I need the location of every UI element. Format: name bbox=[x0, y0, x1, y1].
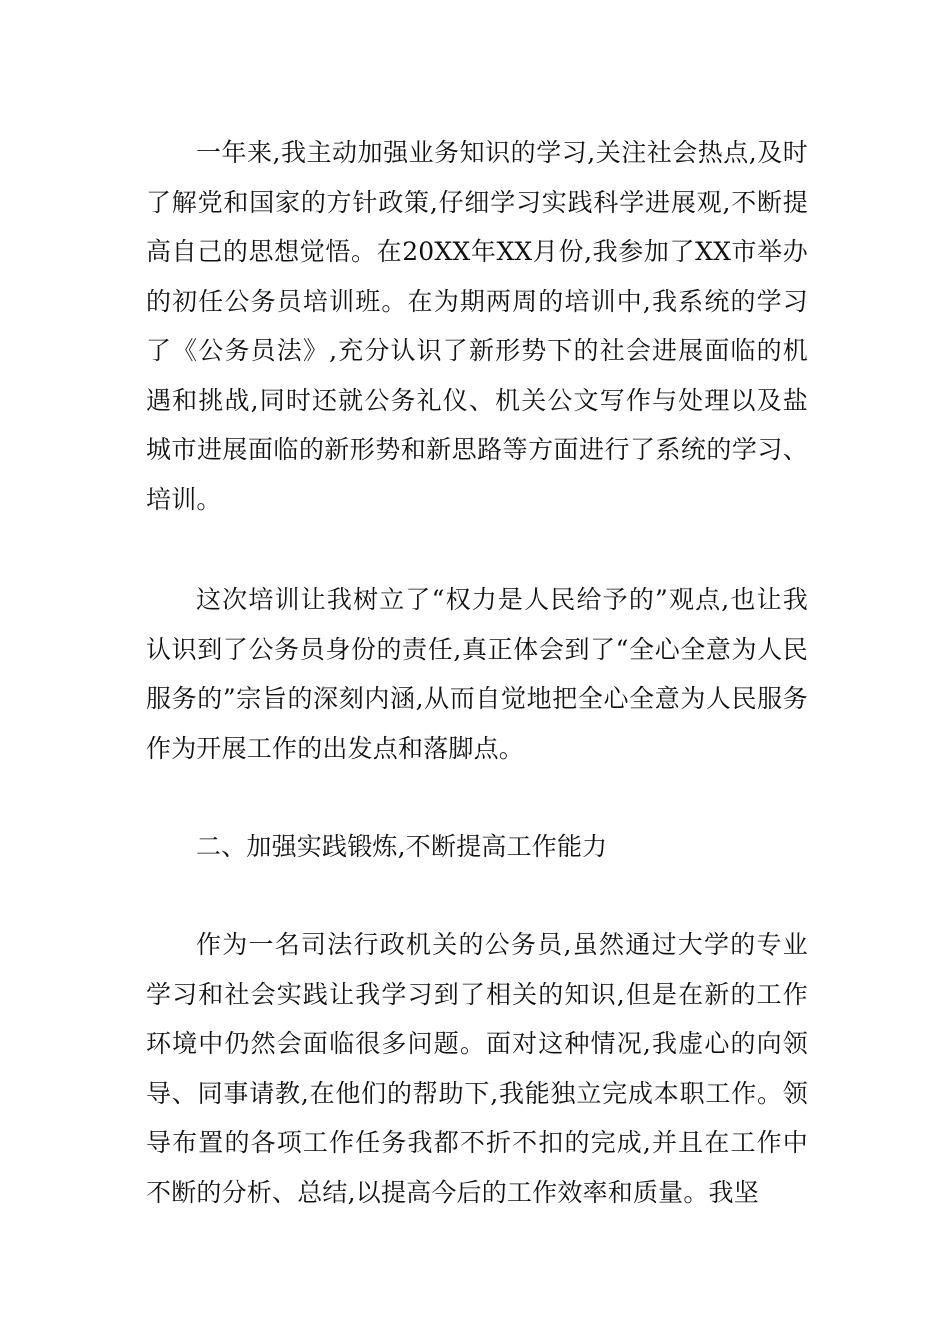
body-paragraph-reflection: 这次培训让我树立了“权力是人民给予的”观点,也让我认识到了公务员身份的责任,真正体会到了“全心全意为人民服务的”宗旨的深刻内涵,从而自觉地把全心全意为人民服务作为开展工作的出发点和落脚点。 bbox=[146, 585, 808, 763]
body-paragraph-practice: 作为一名司法行政机关的公务员,虽然通过大学的专业学习和社会实践让我学习到了相关的知识,但是在新的工作环境中仍然会面临很多问题。面对这种情况,我虚心的向领导、同事请教,在他们的帮助下,我能独立完成本职工作。领导布置的各项工作任务我都不折不扣的完成,并且在工作中不断的分析、总结,以提高今后的工作效率和质量。我坚 bbox=[146, 930, 808, 1207]
section-heading: 二、加强实践锻炼,不断提高工作能力 bbox=[196, 832, 608, 861]
body-paragraph-training: 一年来,我主动加强业务知识的学习,关注社会热点,及时了解党和国家的方针政策,仔细学习实践科学进展观,不断提高自己的思想觉悟。在20XX年XX月份,我参加了XX市举办的初任公务员培训班。在为期两周的培训中,我系统的学习了《公务员法》,充分认识了新形势下的社会进展面临的机遇和挑战,同时还就公务礼仪、机关公文写作与处理以及盐城市进展面临的新形势和新思路等方面进行了系统的学习、培训。 bbox=[146, 138, 808, 514]
